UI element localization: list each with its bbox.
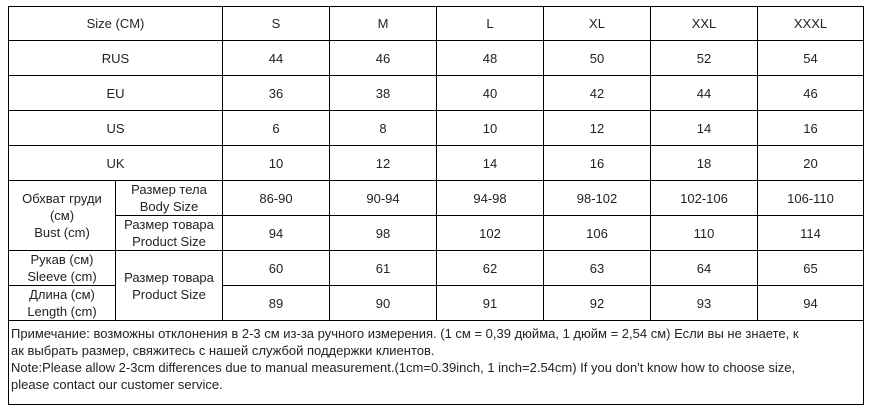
- table-cell: 42: [544, 76, 651, 111]
- table-row: [9, 111, 864, 146]
- table-cell: 94: [223, 216, 330, 251]
- table-cell: 48: [437, 41, 544, 76]
- table-cell: 91: [437, 286, 544, 321]
- size-table: [8, 6, 864, 405]
- length-label: [9, 286, 116, 321]
- table-cell: 12: [330, 146, 437, 181]
- product-size-label-line: Product Size: [132, 234, 206, 249]
- size-col-header: XXXL: [758, 7, 864, 41]
- bust-label-line: (см): [49, 208, 75, 223]
- table-cell: 54: [758, 41, 864, 76]
- size-col-header: M: [330, 7, 437, 41]
- note-line: Примечание: возможны отклонения в 2-3 см из-за ручного измерения. (1 см = 0,39 дюйма, 1 дюйм = 2,54 см) Если вы не знаете, к: [11, 326, 799, 341]
- table-cell: 14: [437, 146, 544, 181]
- sleeve-label-line: Рукав (см): [30, 252, 94, 267]
- table-cell: 44: [651, 76, 758, 111]
- table-cell: 38: [330, 76, 437, 111]
- table-cell: 16: [758, 111, 864, 146]
- table-row: [9, 76, 864, 111]
- table-cell: 63: [544, 251, 651, 286]
- table-cell: 61: [330, 251, 437, 286]
- note-line: Note:Please allow 2-3cm differences due to manual measurement.(1cm=0.39inch, 1 inch=2.54cm) If you don't know how to choose size,: [11, 360, 796, 375]
- table-cell: 12: [544, 111, 651, 146]
- sleeve-label-line: Sleeve (cm): [27, 269, 97, 284]
- table-cell: 36: [223, 76, 330, 111]
- table-cell: 40: [437, 76, 544, 111]
- row-label-rus: RUS: [9, 41, 223, 76]
- size-chart: [8, 6, 864, 405]
- table-cell: 6: [223, 111, 330, 146]
- table-cell: 102-106: [651, 181, 758, 216]
- length-label-line: Длина (см): [29, 287, 95, 302]
- table-cell: 86-90: [223, 181, 330, 216]
- table-cell: 89: [223, 286, 330, 321]
- bust-label: [9, 181, 116, 251]
- table-cell: 106: [544, 216, 651, 251]
- table-cell: 110: [651, 216, 758, 251]
- sleeve-label: [9, 251, 116, 286]
- table-cell: 50: [544, 41, 651, 76]
- table-cell: 60: [223, 251, 330, 286]
- table-row: [9, 181, 864, 216]
- size-col-header: XXL: [651, 7, 758, 41]
- table-cell: 98: [330, 216, 437, 251]
- table-cell: 90-94: [330, 181, 437, 216]
- row-label-us: US: [9, 111, 223, 146]
- row-label-uk: UK: [9, 146, 223, 181]
- table-cell: 65: [758, 251, 864, 286]
- product-size-label-line: Product Size: [132, 286, 206, 302]
- table-cell: 14: [651, 111, 758, 146]
- table-row: [9, 251, 864, 286]
- table-cell: 8: [330, 111, 437, 146]
- product-size-label-line: Размер товара: [124, 269, 214, 285]
- product-size-label: [116, 216, 223, 251]
- header-row: [9, 7, 864, 41]
- size-col-header: L: [437, 7, 544, 41]
- table-cell: 18: [651, 146, 758, 181]
- note-line: ак выбрать размер, свяжитесь с нашей службой поддержки клиентов.: [11, 343, 435, 358]
- table-cell: 102: [437, 216, 544, 251]
- table-cell: 20: [758, 146, 864, 181]
- product-size-label-line: Размер товара: [124, 217, 214, 232]
- note-text: [9, 321, 864, 405]
- table-row: [9, 216, 864, 251]
- table-cell: 92: [544, 286, 651, 321]
- table-cell: 62: [437, 251, 544, 286]
- length-label-line: Length (cm): [27, 304, 97, 319]
- row-label-eu: EU: [9, 76, 223, 111]
- table-row: [9, 146, 864, 181]
- table-cell: 114: [758, 216, 864, 251]
- table-cell: 10: [223, 146, 330, 181]
- bust-label-line: Bust (cm): [34, 225, 90, 240]
- size-col-header: S: [223, 7, 330, 41]
- body-size-label: [116, 181, 223, 216]
- table-cell: 90: [330, 286, 437, 321]
- table-row: [9, 41, 864, 76]
- table-cell: 46: [758, 76, 864, 111]
- table-cell: 64: [651, 251, 758, 286]
- table-cell: 93: [651, 286, 758, 321]
- body-size-label-line: Размер тела: [131, 182, 207, 197]
- body-size-label-line: Body Size: [139, 199, 199, 214]
- table-cell: 106-110: [758, 181, 864, 216]
- table-cell: 10: [437, 111, 544, 146]
- table-cell: 44: [223, 41, 330, 76]
- product-size-label: [116, 251, 223, 321]
- table-cell: 98-102: [544, 181, 651, 216]
- table-cell: 94-98: [437, 181, 544, 216]
- table-cell: 46: [330, 41, 437, 76]
- table-cell: 16: [544, 146, 651, 181]
- bust-label-line: Обхват груди: [22, 191, 102, 206]
- note-row: [9, 321, 864, 405]
- note-line: please contact our customer service.: [11, 377, 223, 392]
- size-header-label: Size (CM): [9, 7, 223, 41]
- table-cell: 52: [651, 41, 758, 76]
- table-cell: 94: [758, 286, 864, 321]
- size-col-header: XL: [544, 7, 651, 41]
